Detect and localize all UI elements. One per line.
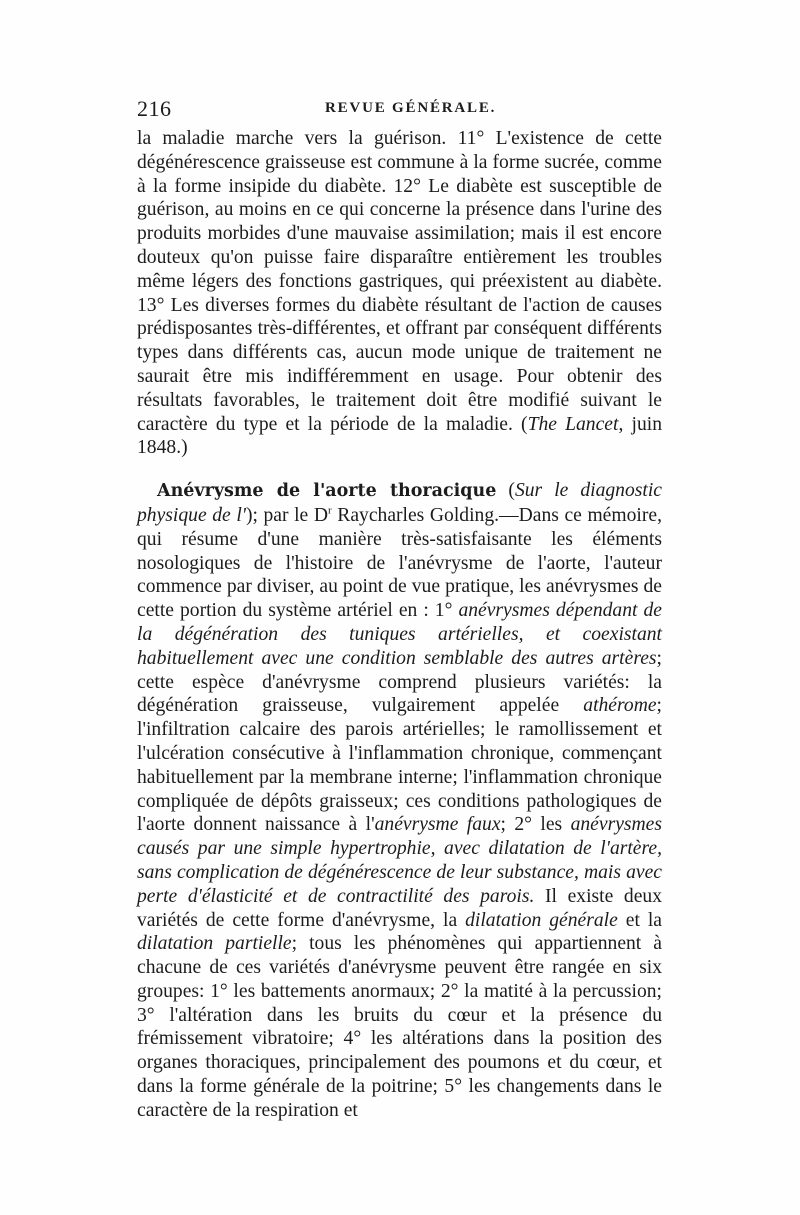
page-header <box>137 96 662 122</box>
source-citation: The Lancet <box>527 413 619 435</box>
section-heading: Anévrysme de l'aorte thoracique <box>157 481 497 502</box>
page-number: 216 <box>137 96 172 121</box>
body-text <box>137 127 662 1123</box>
paragraph-diabete-conclusion: la maladie marche vers la guérison. 11° L'existence de cette dégénérescence graisseuse est commune à la forme sucrée, comme à la forme insipide du diabète. 12° Le diabète est susceptible de guérison, au moins en ce qui concerne la présence dans l'urine des produits morbides d'une mauvaise assimilation; mais il est encore douteux qu'on puisse faire disparaître entièrement les troubles même légers des fonctions gastriques, qui préexistent au diabète. 13° Les diverses formes du diabète résultant de l'action de causes prédisposantes très-différentes, et offrant par conséquent différents types dans différents cas, aucun mode unique de traitement ne saurait être mis indifféremment en usage. Pour obtenir des résultats favorables, le traitement doit être modifié suivant le caractère du type et la période de la maladie. (The Lancet, juin 1848.) <box>137 128 662 459</box>
running-head: REVUE GÉNÉRALE. <box>325 100 497 116</box>
paragraph-aneurysm: Anévrysme de l'aorte thoracique (Sur le diagnostic physique de l'); par le $D^r$ Raycharles Golding.—Dans ce mémoire, qui résume d'une manière très-satisfaisante les éléments nosologiques de l'histoire de l'anévrysme de l'aorte, l'auteur commence par diviser, au point de vue pratique, les anévrysmes de cette portion du système artériel en : 1° anévrysmes dépendant de la dégénération des tuniques artérielles, et coexistant habituellement avec une condition semblable des autres artères; cette espèce d'anévrysme comprend plusieurs variétés: la dégénération graisseuse, vulgairement appelée athérome; l'infiltration calcaire des parois artérielles; le ramollissement et l'ulcération consécutive à l'inflammation chronique, commençant habituellement par la membrane interne; l'inflammation chronique compliquée de dépôts graisseux; ces conditions pathologiques de l'aorte donnent naissance à l'anévrysme faux; 2° les anévrysmes causés par une simple hypertrophie, avec dilatation de l'artère, sans complication de dégénérescence de leur substance, mais avec perte d'élasticité et de contractilité des parois. Il existe deux variétés de cette forme d'anévrysme, la dilatation générale et la dilatation partielle; tous les phénomènes qui appartiennent à chacune de ces variétés d'anévrysme peuvent être rangée en six groupes: 1° les battements anormaux; 2° la matité à la percussion; 3° l'altération dans les bruits du cœur et la présence du frémissement vibratoire; 4° les altérations dans la position des organes thoraciques, principalement des poumons et du cœur, et dans la forme générale de la poitrine; 5° les changements dans le caractère de la respiration et <box>137 480 662 1121</box>
